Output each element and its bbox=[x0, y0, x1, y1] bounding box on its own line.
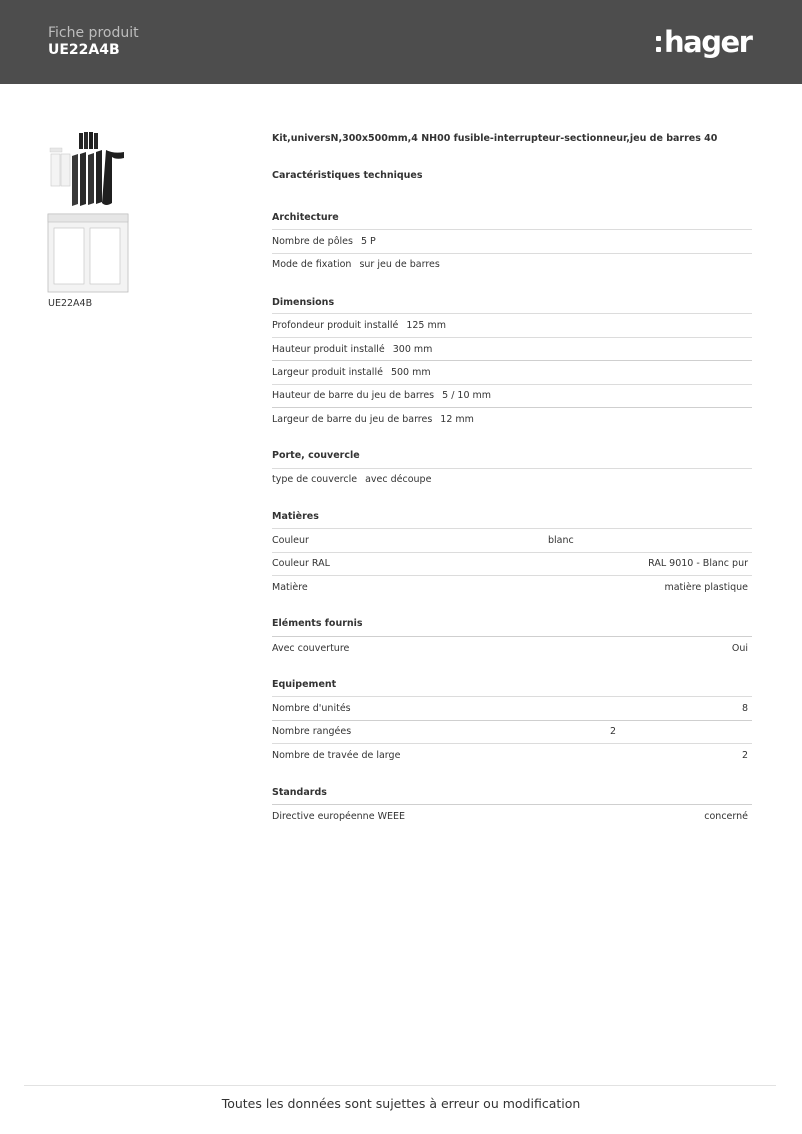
spec-row bbox=[272, 390, 752, 406]
spec-row bbox=[272, 750, 752, 766]
spec-value: Oui bbox=[731, 643, 748, 654]
spec-value: 5 / 10 mm bbox=[442, 390, 492, 401]
divider bbox=[272, 804, 752, 805]
section-title-dimensions: Dimensions bbox=[272, 297, 335, 308]
divider bbox=[272, 552, 752, 553]
spec-label: Nombre rangées bbox=[272, 726, 352, 737]
spec-row bbox=[272, 367, 752, 383]
spec-label: Profondeur produit installé bbox=[272, 320, 399, 331]
logo-dots-icon bbox=[656, 36, 661, 52]
section-title-standards: Standards bbox=[272, 787, 327, 798]
spec-value: 8 bbox=[741, 703, 748, 714]
spec-label: Nombre d'unités bbox=[272, 703, 351, 714]
spec-value: concerné bbox=[704, 811, 748, 822]
divider bbox=[272, 384, 752, 385]
spec-value: 2 bbox=[741, 750, 748, 761]
spec-label: Directive européenne WEEE bbox=[272, 811, 405, 822]
spec-value: 2 bbox=[610, 726, 617, 737]
spec-label: Couleur bbox=[272, 535, 309, 546]
header-subtitle: Fiche produit bbox=[48, 25, 139, 41]
divider bbox=[272, 313, 752, 314]
spec-row bbox=[272, 535, 752, 551]
footer-divider bbox=[24, 1085, 776, 1086]
divider bbox=[272, 696, 752, 697]
spec-value: 5 P bbox=[360, 236, 376, 247]
spec-label: Mode de fixation bbox=[272, 259, 352, 270]
divider bbox=[272, 743, 752, 744]
spec-label: Nombre de travée de large bbox=[272, 750, 401, 761]
spec-row bbox=[272, 344, 752, 360]
footer-disclaimer: Toutes les données sont sujettes à erreur ou modification bbox=[221, 1096, 581, 1111]
divider bbox=[272, 360, 752, 361]
spec-row bbox=[272, 811, 752, 827]
spec-value: 125 mm bbox=[406, 320, 446, 331]
spec-label: Couleur RAL bbox=[272, 558, 330, 569]
divider bbox=[272, 575, 752, 576]
divider bbox=[272, 407, 752, 408]
divider bbox=[272, 528, 752, 529]
divider bbox=[272, 337, 752, 338]
spec-row bbox=[272, 703, 752, 719]
divider bbox=[272, 253, 752, 254]
spec-value: 300 mm bbox=[392, 344, 433, 355]
spec-label: Avec couverture bbox=[272, 643, 350, 654]
divider bbox=[272, 468, 752, 469]
spec-row bbox=[272, 726, 752, 742]
spec-row bbox=[272, 558, 752, 574]
divider bbox=[272, 229, 752, 230]
spec-row bbox=[272, 643, 752, 659]
spec-row bbox=[272, 320, 752, 336]
section-title-porte-couvercle: Porte, couvercle bbox=[272, 450, 360, 461]
spec-label: Largeur produit installé bbox=[272, 367, 383, 378]
spec-value: RAL 9010 - Blanc pur bbox=[648, 558, 748, 569]
spec-label: Matière bbox=[272, 582, 308, 593]
spec-value: sur jeu de barres bbox=[359, 259, 440, 270]
spec-value: avec découpe bbox=[365, 474, 432, 485]
spec-label: Nombre de pôles bbox=[272, 236, 353, 247]
product-title: Kit,universN,300x500mm,4 NH00 fusible-interrupteur-sectionneur,jeu de barres 40 bbox=[272, 133, 718, 144]
spec-row bbox=[272, 414, 752, 430]
spec-label: type de couvercle bbox=[272, 474, 358, 485]
spec-value: matière plastique bbox=[664, 582, 748, 593]
spec-row bbox=[272, 582, 752, 598]
tech-specs-heading: Caractéristiques techniques bbox=[272, 170, 423, 181]
spec-label: Largeur de barre du jeu de barres bbox=[272, 414, 433, 425]
section-title-elements-fournis: Eléments fournis bbox=[272, 618, 363, 629]
section-title-equipement: Equipement bbox=[272, 679, 337, 690]
spec-row bbox=[272, 474, 752, 490]
hager-logo bbox=[656, 22, 751, 62]
product-image bbox=[46, 128, 132, 296]
section-title-matieres: Matières bbox=[272, 511, 319, 522]
spec-label: Hauteur de barre du jeu de barres bbox=[272, 390, 435, 401]
header-product-code: UE22A4B bbox=[48, 42, 120, 58]
page-header bbox=[0, 0, 802, 84]
logo-text: hager bbox=[664, 25, 752, 59]
image-caption: UE22A4B bbox=[48, 298, 93, 309]
spec-value: blanc bbox=[548, 535, 574, 546]
section-title-architecture: Architecture bbox=[272, 212, 339, 223]
spec-label: Hauteur produit installé bbox=[272, 344, 385, 355]
spec-value: 12 mm bbox=[440, 414, 474, 425]
spec-value: 500 mm bbox=[390, 367, 431, 378]
divider bbox=[272, 720, 752, 721]
spec-row bbox=[272, 236, 752, 252]
divider bbox=[272, 636, 752, 637]
spec-row bbox=[272, 259, 752, 275]
